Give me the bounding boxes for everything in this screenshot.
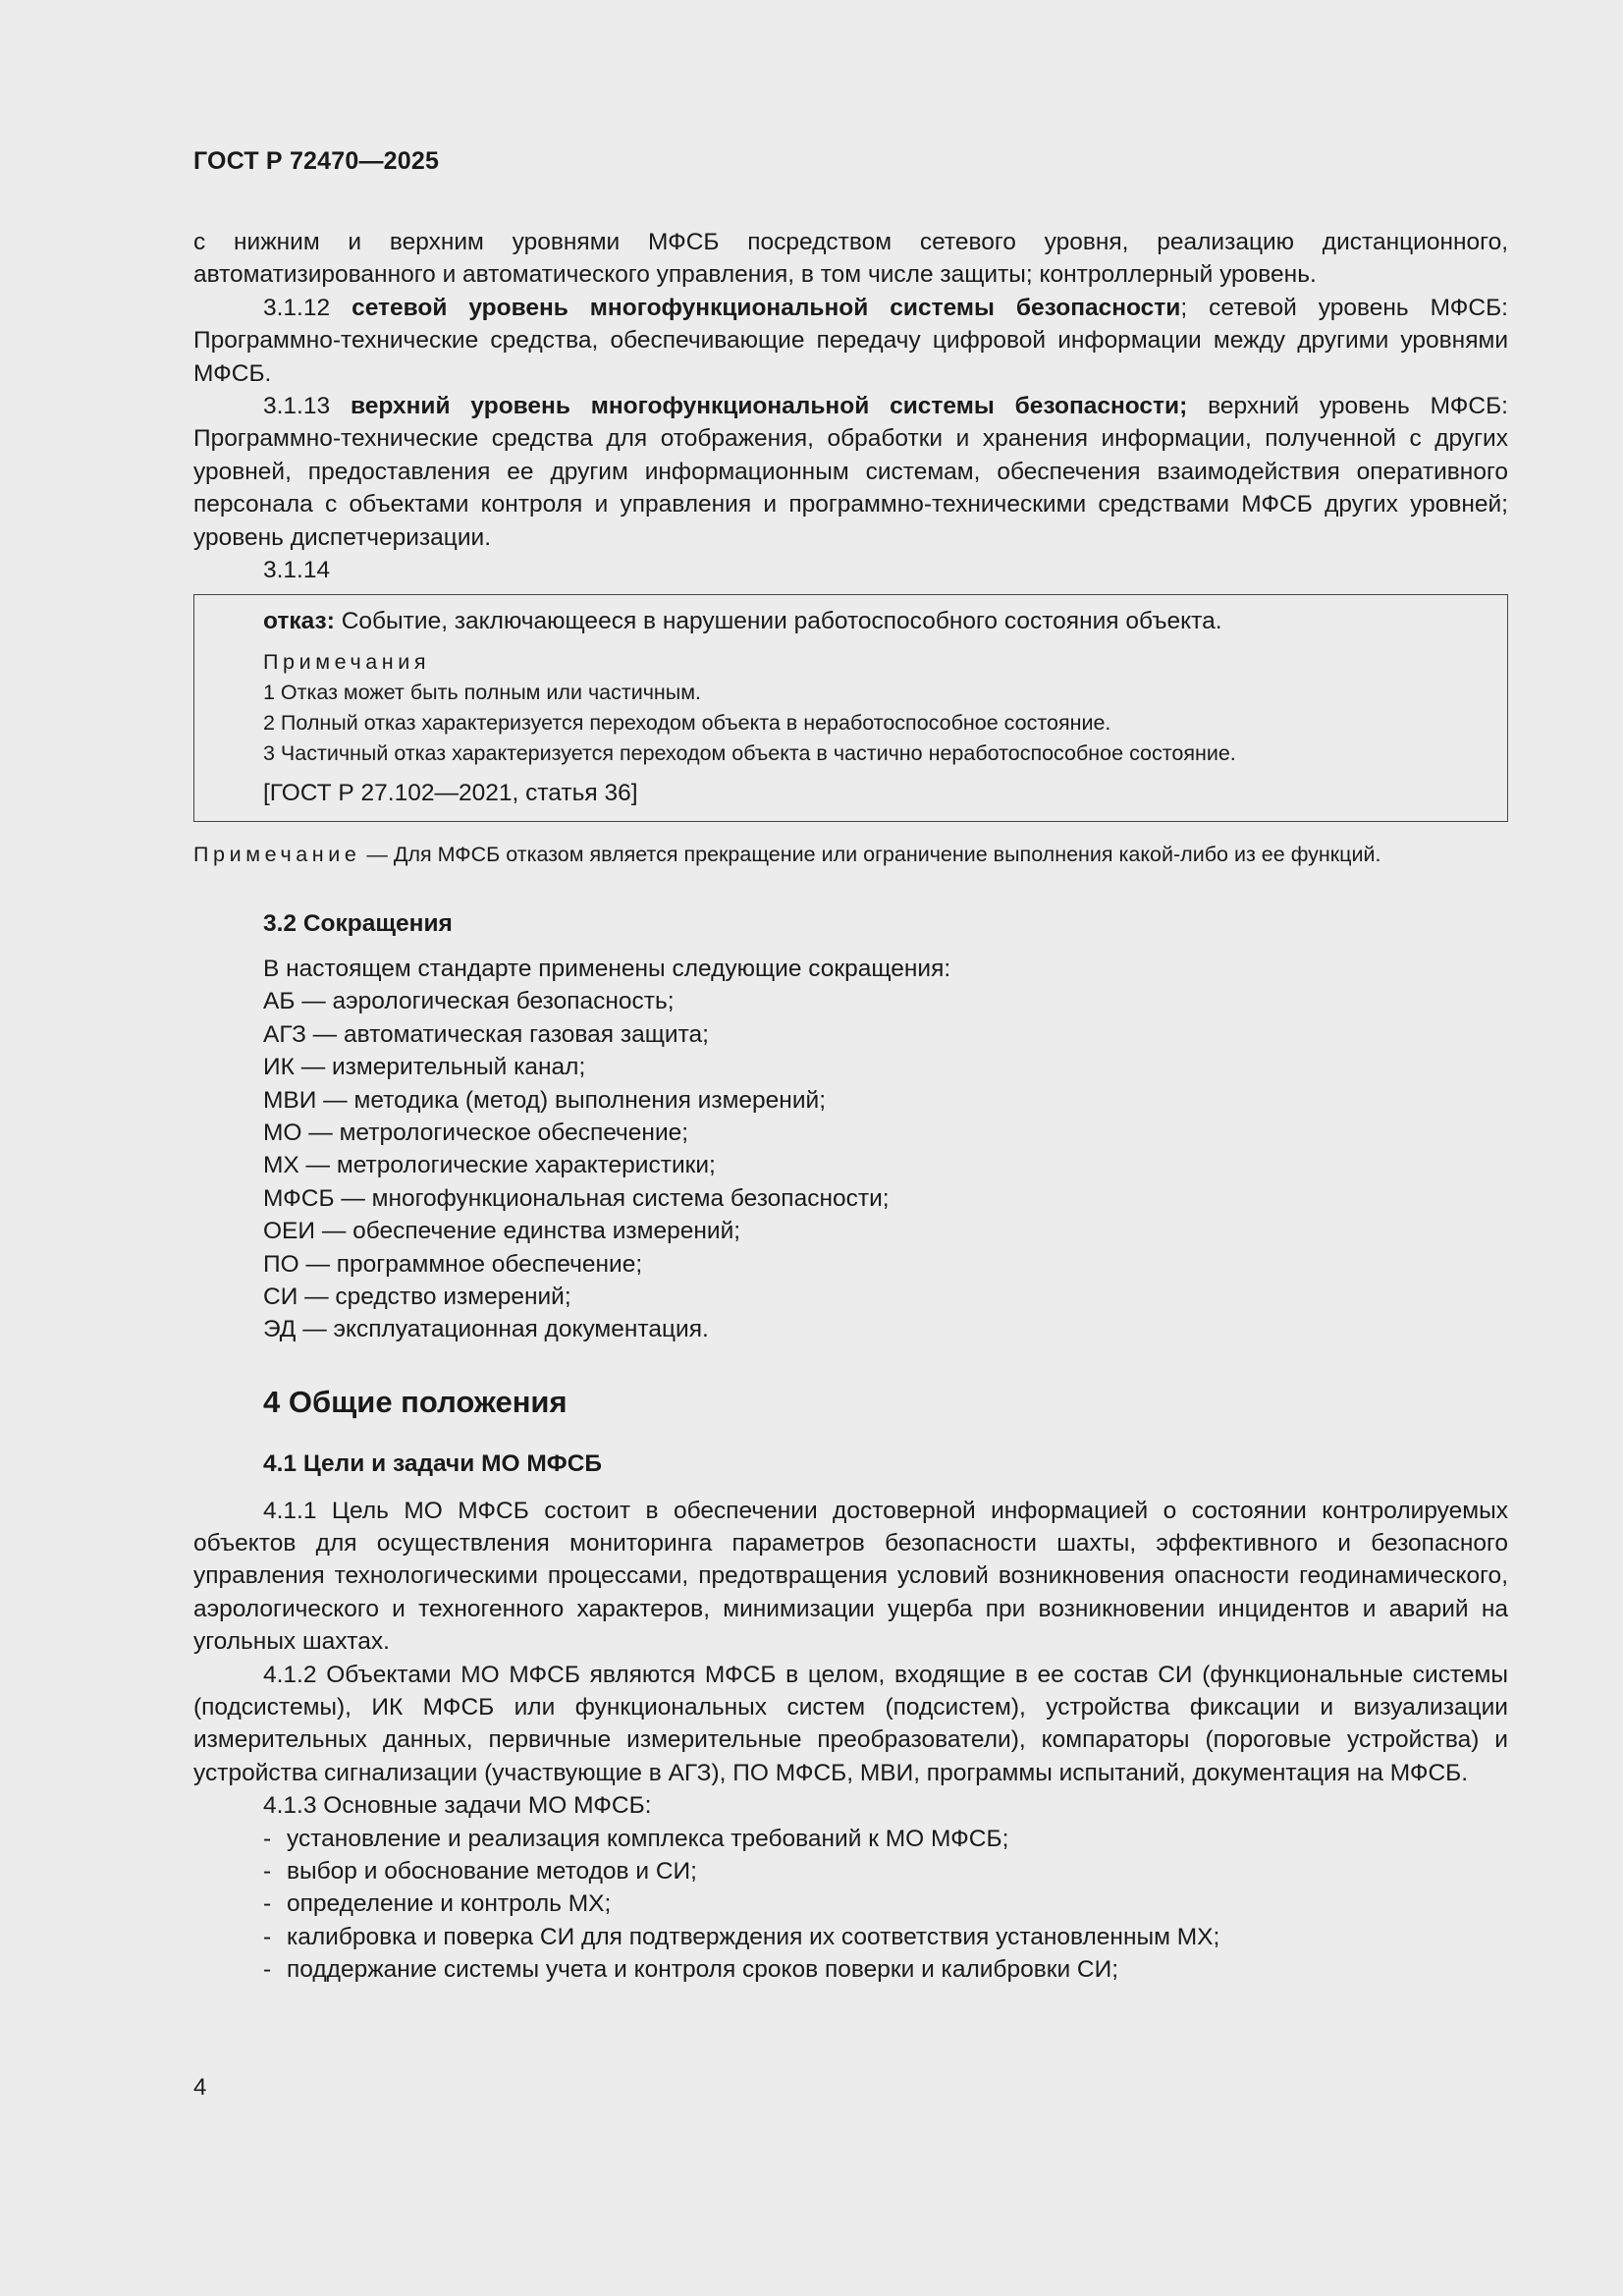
page-content	[193, 226, 1508, 1987]
paragraph-4-1-3: 4.1.3 Основные задачи МО МФСБ:	[263, 1792, 652, 1820]
task-item	[193, 1953, 1508, 1986]
box-reference: [ГОСТ Р 27.102—2021, статья 36]	[263, 780, 638, 807]
paragraph-4-1-1: 4.1.1 Цель МО МФСБ состоит в обеспечении достоверной информацией о состоянии контролируемых объектов для осуществления мониторинга параметров безопасности шахты, эффективного и безопасного управления технологическими процессами, предотвращения условий возникновения опасности геодинамического, аэрологического и техногенного характеров, минимизации ущерба при возникновении инцидентов и аварий на угольных шахтах.	[193, 1497, 1508, 1656]
list-dash: -	[263, 1825, 272, 1852]
box-definition-text: Событие, заключающееся в нарушении работоспособного состояния объекта.	[334, 608, 1222, 635]
box-note-item: 1 Отказ может быть полным или частичным.	[263, 681, 701, 705]
abbreviation-item: МФСБ — многофункциональная система безопасности;	[263, 1184, 890, 1212]
term-number: 3.1.12	[263, 294, 331, 321]
box-note-item: 2 Полный отказ характеризуется переходом объекта в неработоспособное состояние.	[263, 711, 1111, 736]
abbreviation-item: ОЕИ — обеспечение единства измерений;	[263, 1218, 741, 1245]
list-dash: -	[263, 1858, 272, 1886]
box-term: отказ:	[263, 608, 335, 635]
paragraph-4-1-2: 4.1.2 Объектами МО МФСБ являются МФСБ в целом, входящие в ее состав СИ (функциональные системы (подсистемы), ИК МФСБ или функциональных систем (подсистем), устройства фиксации и визуализации измерительных данных, первичные измерительные преобразователи), компараторы (пороговые устройства) и устройства сигнализации (участвующие в АГЗ), ПО МФСБ, МВИ, программы испытаний, документация на МФСБ.	[193, 1661, 1508, 1786]
box-definition	[263, 605, 1493, 637]
task-text: калибровка и поверка СИ для подтверждения их соответствия установленным МХ;	[287, 1923, 1220, 1950]
term-3-1-13	[193, 390, 1508, 554]
task-list	[193, 1823, 1508, 1987]
abbreviation-item: МО — метрологическое обеспечение;	[263, 1119, 689, 1146]
section-heading-3-2: 3.2 Сокращения	[263, 910, 453, 938]
paragraph-continuation: с нижним и верхним уровнями МФСБ посредством сетевого уровня, реализацию дистанционного, автоматизированного и автоматического управления, в том числе защиты; контроллерный уровень.	[193, 229, 1508, 289]
abbreviation-item: ИК — измерительный канал;	[263, 1054, 586, 1081]
box-notes	[263, 647, 1493, 769]
task-text: определение и контроль МХ;	[287, 1890, 612, 1918]
abbreviation-item: МХ — метрологические характеристики;	[263, 1152, 716, 1179]
list-dash: -	[263, 1956, 272, 1984]
abbreviation-item: ЭД — эксплуатационная документация.	[263, 1316, 709, 1343]
term-number: 3.1.13	[263, 393, 331, 420]
page-header: ГОСТ Р 72470—2025	[193, 147, 440, 175]
task-text: установление и реализация комплекса требований к МО МФСБ;	[287, 1825, 1009, 1852]
abbreviation-item: АГЗ — автоматическая газовая защита;	[263, 1020, 709, 1048]
abbreviation-intro: В настоящем стандарте применены следующие сокращения:	[263, 955, 951, 982]
box-notes-title: Примечания	[263, 650, 431, 675]
task-text: поддержание системы учета и контроля сроков поверки и калибровки СИ;	[287, 1956, 1119, 1984]
abbreviation-item: АБ — аэрологическая безопасность;	[263, 988, 675, 1015]
term-definition-box	[193, 594, 1508, 822]
note-after-box	[193, 840, 1508, 870]
task-text: выбор и обоснование методов и СИ;	[287, 1858, 697, 1886]
list-dash: -	[263, 1890, 272, 1918]
abbreviation-item: СИ — средство измерений;	[263, 1283, 571, 1310]
task-item	[193, 1921, 1508, 1953]
abbreviation-item: ПО — программное обеспечение;	[263, 1250, 643, 1278]
term-3-1-12	[193, 292, 1508, 390]
note-label: Примечание	[193, 843, 361, 867]
task-item	[193, 1823, 1508, 1855]
term-title: верхний уровень многофункциональной системы безопасности;	[351, 393, 1188, 420]
section-heading-4-1: 4.1 Цели и задачи МО МФСБ	[263, 1450, 603, 1478]
term-3-1-14-number: 3.1.14	[263, 557, 331, 584]
note-text: — Для МФСБ отказом является прекращение или ограничение выполнения какой-либо из ее функций.	[360, 843, 1381, 867]
term-definition: верхний уровень МФСБ: Программно-технические средства для отображения, обработки и хранения информации, полученной с других уровней, предоставления ее другим информационным системам, обеспечения взаимодействия оперативного персонала с объектами контроля и управления и программно-техническими средствами МФСБ других уровней; уровень диспетчеризации.	[193, 393, 1508, 551]
term-definition: ; сетевой уровень МФСБ: Программно-технические средства, обеспечивающие передачу цифровой информации между другими уровнями МФСБ.	[193, 294, 1508, 387]
task-item	[193, 1887, 1508, 1920]
page-number: 4	[193, 2074, 207, 2101]
term-title: сетевой уровень многофункциональной системы безопасности	[352, 294, 1181, 321]
task-item	[193, 1855, 1508, 1887]
box-note-item: 3 Частичный отказ характеризуется переходом объекта в частично неработоспособное состояние.	[263, 741, 1236, 766]
list-dash: -	[263, 1923, 272, 1950]
section-heading-4: 4 Общие положения	[263, 1384, 568, 1419]
abbreviation-item: МВИ — методика (метод) выполнения измерений;	[263, 1086, 827, 1114]
abbreviation-list	[193, 953, 1508, 1346]
